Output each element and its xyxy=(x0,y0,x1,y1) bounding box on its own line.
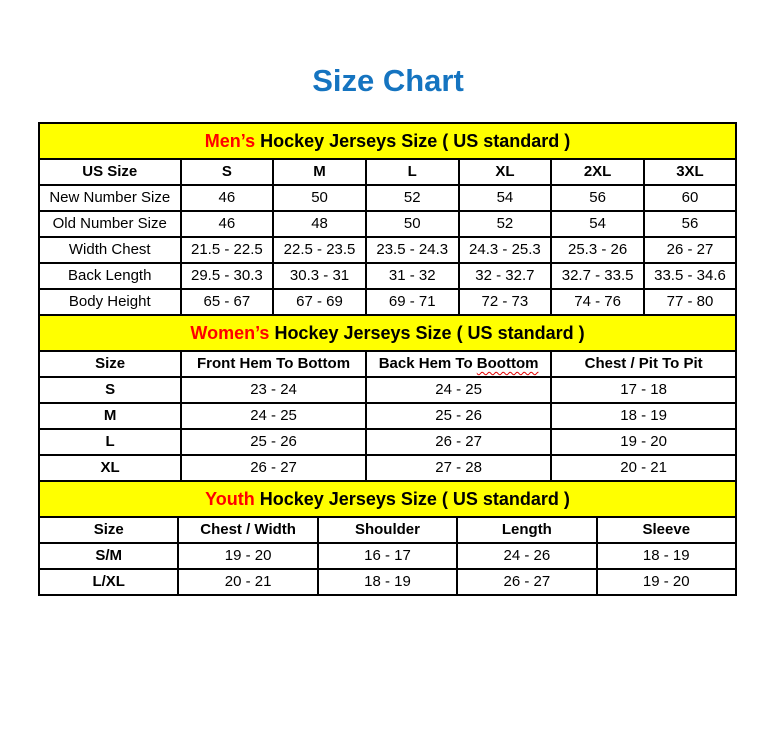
table-row xyxy=(39,403,736,429)
size-chart-page xyxy=(0,62,776,754)
size-value-cell: 20 - 21 xyxy=(551,455,736,481)
size-value-cell: 46 xyxy=(181,185,274,211)
size-value-cell: 18 - 19 xyxy=(551,403,736,429)
womens-banner-highlight: Women’s xyxy=(190,322,270,343)
row-label: XL xyxy=(39,455,181,481)
column-header: Size xyxy=(39,351,181,377)
column-header: XL xyxy=(459,159,552,185)
size-value-cell: 72 - 73 xyxy=(459,289,552,315)
mens-banner-text: Hockey Jerseys Size ( US standard ) xyxy=(255,130,571,151)
size-value-cell: 65 - 67 xyxy=(181,289,274,315)
size-value-cell: 24 - 25 xyxy=(181,403,366,429)
size-value-cell: 18 - 19 xyxy=(597,543,736,569)
page-title: Size Chart xyxy=(312,63,464,98)
size-value-cell: 24.3 - 25.3 xyxy=(459,237,552,263)
size-value-cell: 74 - 76 xyxy=(551,289,644,315)
table-row xyxy=(39,237,736,263)
table-row xyxy=(39,543,736,569)
size-value-cell: 56 xyxy=(644,211,736,237)
mens-banner-highlight: Men’s xyxy=(204,130,256,151)
size-value-cell: 52 xyxy=(366,185,459,211)
size-value-cell: 69 - 71 xyxy=(366,289,459,315)
size-value-cell: 32 - 32.7 xyxy=(459,263,552,289)
mens-size-table xyxy=(38,158,737,316)
table-row xyxy=(39,569,736,595)
row-label: Body Height xyxy=(39,289,181,315)
size-value-cell: 16 - 17 xyxy=(318,543,457,569)
table-row xyxy=(39,211,736,237)
size-value-cell: 21.5 - 22.5 xyxy=(181,237,274,263)
column-header: US Size xyxy=(39,159,181,185)
size-value-cell: 54 xyxy=(459,185,552,211)
size-value-cell: 20 - 21 xyxy=(178,569,317,595)
table-row xyxy=(39,289,736,315)
table-header-row xyxy=(39,351,736,377)
row-label: Back Length xyxy=(39,263,181,289)
size-value-cell: 19 - 20 xyxy=(597,569,736,595)
table-row xyxy=(39,429,736,455)
size-value-cell: 26 - 27 xyxy=(366,429,551,455)
size-value-cell: 22.5 - 23.5 xyxy=(273,237,366,263)
size-value-cell: 48 xyxy=(273,211,366,237)
row-label: S xyxy=(39,377,181,403)
size-value-cell: 23.5 - 24.3 xyxy=(366,237,459,263)
column-header: 2XL xyxy=(551,159,644,185)
mens-section-banner xyxy=(38,122,737,160)
size-value-cell: 52 xyxy=(459,211,552,237)
size-value-cell: 25.3 - 26 xyxy=(551,237,644,263)
size-value-cell: 31 - 32 xyxy=(366,263,459,289)
size-value-cell: 24 - 25 xyxy=(366,377,551,403)
size-value-cell: 25 - 26 xyxy=(181,429,366,455)
size-value-cell: 30.3 - 31 xyxy=(273,263,366,289)
column-header: Shoulder xyxy=(318,517,457,543)
column-header: L xyxy=(366,159,459,185)
column-header-text: Back Hem To xyxy=(378,354,477,372)
column-header: Chest / Pit To Pit xyxy=(551,351,736,377)
size-value-cell: 54 xyxy=(551,211,644,237)
row-label: Width Chest xyxy=(39,237,181,263)
size-value-cell: 19 - 20 xyxy=(551,429,736,455)
youth-banner-text: Hockey Jerseys Size ( US standard ) xyxy=(254,488,570,509)
table-header-row xyxy=(39,159,736,185)
size-value-cell: 24 - 26 xyxy=(457,543,596,569)
column-header: Front Hem To Bottom xyxy=(181,351,366,377)
size-value-cell: 67 - 69 xyxy=(273,289,366,315)
size-value-cell: 56 xyxy=(551,185,644,211)
size-value-cell: 18 - 19 xyxy=(318,569,457,595)
size-chart-tables xyxy=(38,122,737,596)
column-header: Length xyxy=(457,517,596,543)
table-row xyxy=(39,377,736,403)
row-label: New Number Size xyxy=(39,185,181,211)
table-header-row xyxy=(39,517,736,543)
row-label: S/M xyxy=(39,543,178,569)
size-value-cell: 50 xyxy=(366,211,459,237)
womens-section-banner xyxy=(38,314,737,352)
size-value-cell: 46 xyxy=(181,211,274,237)
column-header: 3XL xyxy=(644,159,736,185)
size-value-cell: 32.7 - 33.5 xyxy=(551,263,644,289)
size-value-cell: 50 xyxy=(273,185,366,211)
size-value-cell: 26 - 27 xyxy=(457,569,596,595)
row-label: M xyxy=(39,403,181,429)
row-label: L xyxy=(39,429,181,455)
youth-banner-highlight: Youth xyxy=(205,488,255,509)
womens-banner-text: Hockey Jerseys Size ( US standard ) xyxy=(269,322,585,343)
table-row xyxy=(39,185,736,211)
column-header-misspelled xyxy=(366,351,551,377)
column-header: Size xyxy=(39,517,178,543)
size-value-cell: 17 - 18 xyxy=(551,377,736,403)
womens-size-table xyxy=(38,350,737,482)
youth-section-banner xyxy=(38,480,737,518)
table-row xyxy=(39,455,736,481)
table-row xyxy=(39,263,736,289)
column-header: Sleeve xyxy=(597,517,736,543)
column-header: M xyxy=(273,159,366,185)
column-header: Chest / Width xyxy=(178,517,317,543)
size-value-cell: 27 - 28 xyxy=(366,455,551,481)
size-value-cell: 29.5 - 30.3 xyxy=(181,263,274,289)
row-label: Old Number Size xyxy=(39,211,181,237)
misspelled-word-squiggle: Boottom xyxy=(476,354,539,372)
youth-size-table xyxy=(38,516,737,596)
size-value-cell: 77 - 80 xyxy=(644,289,736,315)
size-value-cell: 26 - 27 xyxy=(181,455,366,481)
size-value-cell: 33.5 - 34.6 xyxy=(644,263,736,289)
size-value-cell: 25 - 26 xyxy=(366,403,551,429)
size-value-cell: 60 xyxy=(644,185,736,211)
size-value-cell: 26 - 27 xyxy=(644,237,736,263)
size-value-cell: 23 - 24 xyxy=(181,377,366,403)
row-label: L/XL xyxy=(39,569,178,595)
column-header: S xyxy=(181,159,274,185)
size-value-cell: 19 - 20 xyxy=(178,543,317,569)
